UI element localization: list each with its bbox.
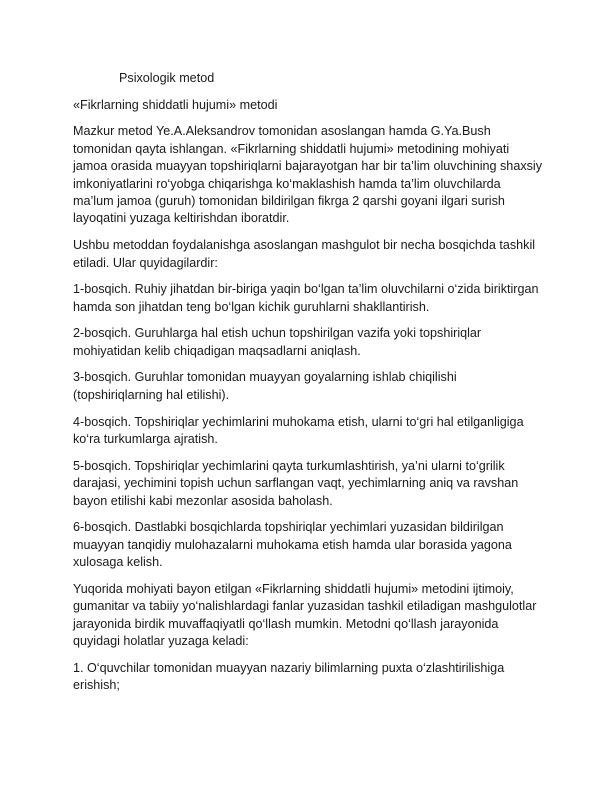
paragraph-stage-1: 1-bosqich. Ruhiy jihatdan bir-biriga yaqin bo‘lgan ta’lim oluvchilarni o‘zida biriktirgan hamda son jihatdan teng bo‘lgan kichik guruhlarni shakllantirish.	[73, 282, 539, 314]
method-name: «Fikrlarning shiddatli hujumi» metodi	[73, 97, 278, 112]
paragraph-stage-3: 3-bosqich. Guruhlar tomonidan muayyan goyalarning ishlab chiqilishi (topshiriqlarning hal etilishi).	[73, 370, 457, 402]
paragraph-application: Yuqorida mohiyati bayon etilgan «Fikrlarning shiddatli hujumi» metodini ijtimoiy, gumanitar va tabiiy yo‘nalishlardagi fanlar yuzasidan tashkil etiladigan mashgulotlar jarayonida birdik muvaffaqiyatli qo‘llash mumkin. Metodni qo‘llash jarayonida quyidagi holatlar yuzaga keladi:	[73, 581, 537, 648]
document-title: Psixologik metod	[119, 71, 215, 85]
paragraph-stage-5: 5-bosqich. Topshiriqlar yechimlarini qayta turkumlashtirish, ya’ni ularni to‘grilik darajasi, yechimini topish uchun sarflangan vaqt, yechimlarning aniq va ravshan bayon etilishi kabi mezonlar asosida baholash.	[73, 458, 519, 508]
document-body	[73, 70, 543, 704]
paragraph-intro: Mazkur metod Ye.A.Aleksandrov tomonidan asoslangan hamda G.Ya.Bush tomonidan qayta ishlangan. «Fikrlarning shiddatli hujumi» metodining mohiyati jamoa orasida muayyan topshiriqlarni bajarayotgan har bir ta’lim oluvchining shaxsiy imkoniyatlarini ro‘yobga chiqarishga ko‘maklashish hamda ta’lim oluvchilarda ma’lum jamoa (guruh) tomonidan bildirilgan fikrga 2 qarshi goyani ilgari surish layoqatini yuzaga keltirishdan iboratdir.	[73, 124, 543, 226]
paragraph-stage-4: 4-bosqich. Topshiriqlar yechimlarini muhokama etish, ularni to‘gri hal etilganligiga ko‘ra turkumlarga ajratish.	[73, 414, 524, 446]
paragraph-stages-intro: Ushbu metoddan foydalanishga asoslangan mashgulot bir necha bosqichda tashkil etiladi. Ular quyidagilardir:	[73, 238, 536, 270]
paragraph-stage-2: 2-bosqich. Guruhlarga hal etish uchun topshirilgan vazifa yoki topshiriqlar mohiyatidan kelib chiqadigan maqsadlarni aniqlash.	[73, 326, 482, 358]
paragraph-outcome-1: 1. O‘quvchilar tomonidan muayyan nazariy bilimlarning puxta o‘zlashtirilishiga erishish;	[73, 660, 505, 693]
paragraph-stage-6: 6-bosqich. Dastlabki bosqichlarda topshiriqlar yechimlari yuzasidan bildirilgan muayyan tanqidiy mulohazalarni muhokama etish hamda ular borasida yagona xulosaga kelish.	[73, 520, 512, 570]
